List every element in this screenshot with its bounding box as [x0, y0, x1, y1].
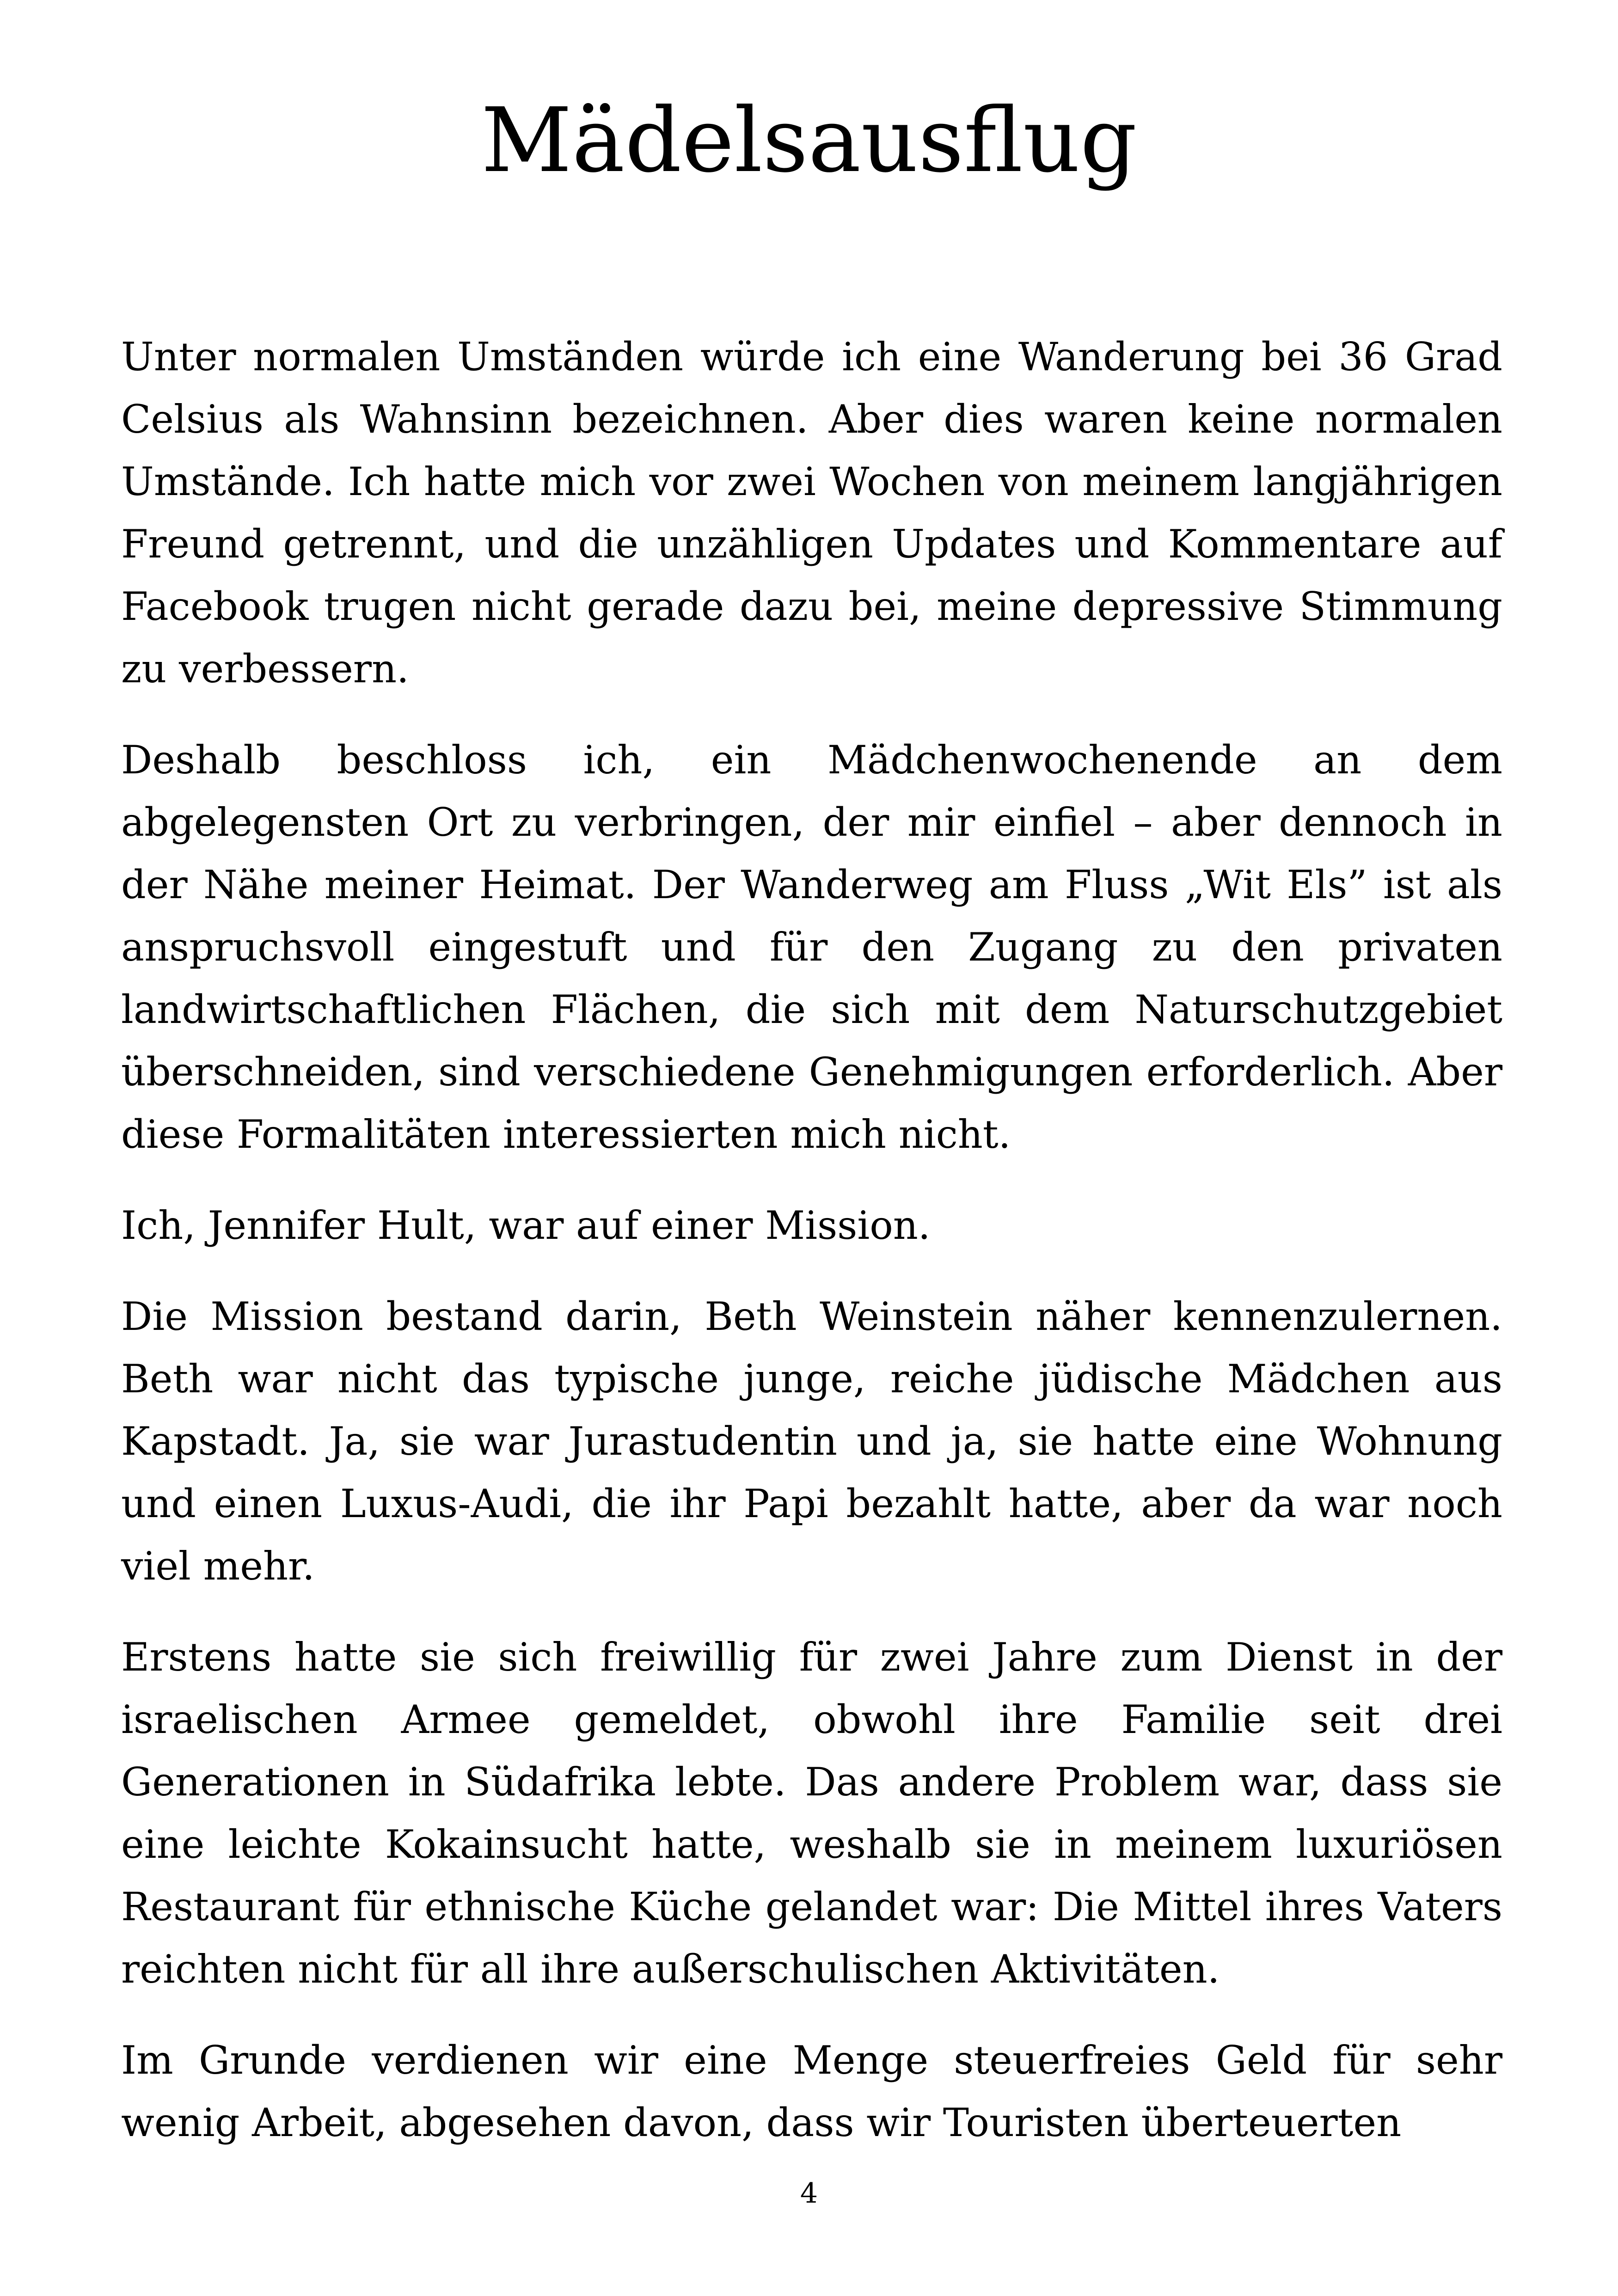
page-number: 4: [800, 2177, 818, 2210]
paragraph-2: Deshalb beschloss ich, ein Mädchenwochenende an dem abgelegensten Ort zu verbringen, der mir einfiel – aber dennoch in der Nähe meiner Heimat. Der Wanderweg am Fluss „Wit Els” ist als anspruchsvoll eingestuft und für den Zugang zu den privaten landwirtschaftlichen Flächen, die sich mit dem Naturschutzgebiet überschneiden, sind verschiedene Genehmigungen erforderlich. Aber diese Formalitäten interessierten mich nicht.: [121, 737, 1502, 1157]
paragraph-1: Unter normalen Umständen würde ich eine Wanderung bei 36 Grad Celsius als Wahnsinn bezeichnen. Aber dies waren keine normalen Umstände. Ich hatte mich vor zwei Wochen von meinem langjährigen Freund getrennt, und die unzähligen Updates und Kommentare auf Facebook trugen nicht gerade dazu bei, meine depressive Stimmung zu verbessern.: [121, 334, 1502, 692]
paragraph-6: Im Grunde verdienen wir eine Menge steuerfreies Geld für sehr wenig Arbeit, abgesehen davon, dass wir Touristen überteuerten: [121, 2038, 1502, 2145]
chapter-title: Mädelsausflug: [481, 89, 1137, 192]
chapter-body: [121, 326, 1502, 2154]
paragraph-5: Erstens hatte sie sich freiwillig für zwei Jahre zum Dienst in der israelischen Armee gemeldet, obwohl ihre Familie seit drei Generationen in Südafrika lebte. Das andere Problem war, dass sie eine leichte Kokainsucht hatte, weshalb sie in meinem luxuriösen Restaurant für ethnische Küche gelandet war: Die Mittel ihres Vaters reichten nicht für all ihre außerschulischen Aktivitäten.: [121, 1635, 1502, 1992]
paragraph-4: Die Mission bestand darin, Beth Weinstein näher kennenzulernen. Beth war nicht das typische junge, reiche jüdische Mädchen aus Kapstadt. Ja, sie war Jurastudentin und ja, sie hatte eine Wohnung und einen Luxus-Audi, die ihr Papi bezahlt hatte, aber da war noch viel mehr.: [121, 1294, 1502, 1589]
paragraph-3: Ich, Jennifer Hult, war auf einer Mission.: [121, 1203, 931, 1248]
